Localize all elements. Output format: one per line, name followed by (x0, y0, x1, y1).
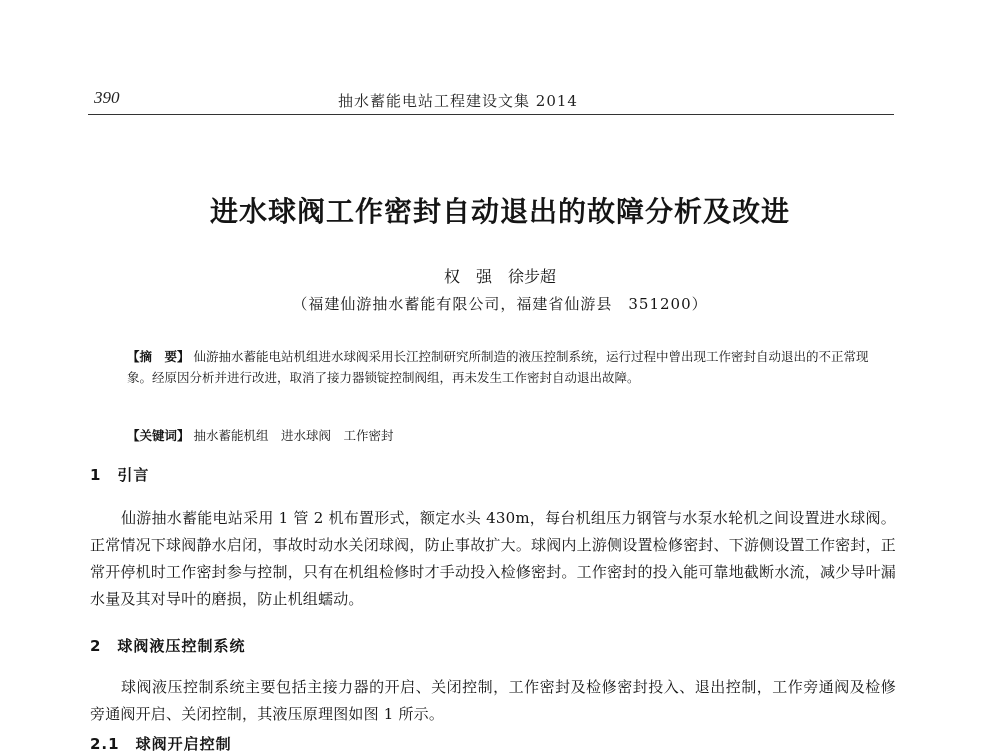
page-number: 390 (94, 88, 120, 107)
affiliation: （福建仙游抽水蓄能有限公司，福建省仙游县 351200） (292, 295, 708, 313)
section-heading-hydraulic-control: 2 球阀液压控制系统 (90, 637, 246, 655)
header-divider (88, 114, 894, 115)
running-header (88, 88, 894, 114)
abstract-label: 【摘 要】 (127, 349, 190, 364)
abstract (127, 346, 873, 388)
keywords-label: 【关键词】 (127, 428, 190, 443)
keywords (127, 426, 873, 444)
paragraph-hydraulic-control: 球阀液压控制系统主要包括主接力器的开启、关闭控制，工作密封及检修密封投入、退出控制，工作旁通阀及检修旁通阀开启、关闭控制，其液压原理图如图 1 所示。 (90, 678, 896, 723)
section-heading-introduction: 1 引言 (90, 466, 150, 484)
abstract-text: 仙游抽水蓄能电站机组进水球阀采用长江控制研究所制造的液压控制系统，运行过程中曾出现工作密封自动退出的不正常现象。经原因分析并进行改进，取消了接力器锁锭控制阀组，再未发生工作密封自动退出故障。 (127, 349, 869, 385)
paragraph-introduction: 仙游抽水蓄能电站采用 1 管 2 机布置形式，额定水头 430m，每台机组压力钢管与水泵水轮机之间设置进水球阀。正常情况下球阀静水启闭，事故时动水关闭球阀，防止事故扩大。球阀内上游侧设置检修密封、下游侧设置工作密封，正常开停机时工作密封参与控制，只有在机组检修时才手动投入检修密封。工作密封的投入能可靠地截断水流，减少导叶漏水量及其对导叶的磨损，防止机组蠕动。 (90, 509, 896, 608)
authors: 权 强 徐步超 (443, 267, 556, 286)
paper-title: 进水球阀工作密封自动退出的故障分析及改进 (209, 195, 790, 228)
subsection-heading-valve-opening: 2.1 球阀开启控制 (90, 735, 232, 753)
keywords-text: 抽水蓄能机组 进水球阀 工作密封 (193, 428, 394, 443)
running-title: 抽水蓄能电站工程建设文集 2014 (338, 92, 578, 110)
